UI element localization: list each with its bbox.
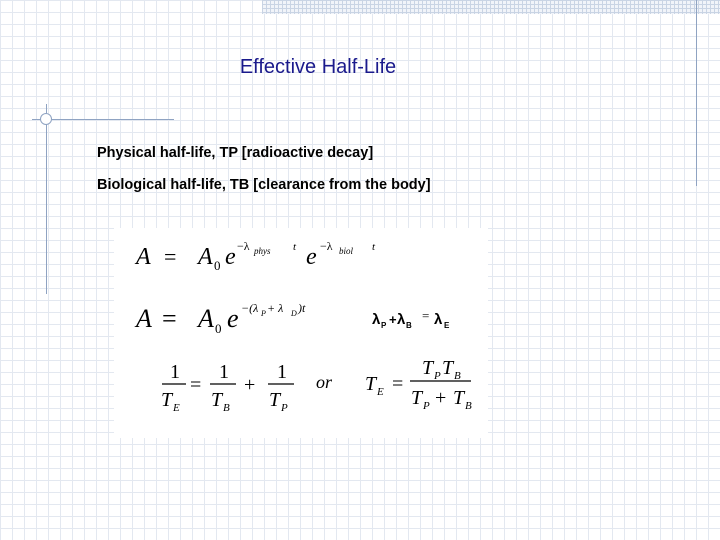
svg-text:A: A: [198, 304, 214, 333]
svg-text:+ λ: + λ: [267, 301, 284, 315]
svg-text:T: T: [269, 389, 281, 411]
svg-text:=: =: [422, 308, 430, 323]
svg-text:+: +: [430, 387, 452, 409]
equation-effective-half-life: [365, 357, 472, 412]
svg-text:−(λ: −(λ: [241, 301, 259, 315]
svg-text:e: e: [225, 244, 236, 270]
svg-text:1: 1: [219, 361, 229, 383]
svg-text:P: P: [281, 402, 288, 414]
lambda-relation: [372, 308, 450, 330]
left-decor-line: [46, 104, 47, 294]
svg-text:)t: )t: [298, 301, 306, 315]
svg-text:=: =: [392, 373, 404, 395]
svg-text:t: t: [372, 241, 376, 253]
svg-text:e: e: [306, 244, 317, 270]
svg-text:λ: λ: [397, 311, 406, 328]
svg-text:T: T: [422, 357, 434, 379]
svg-text:=: =: [164, 244, 177, 269]
equations-figure: [114, 228, 488, 438]
header-texture-band: [262, 0, 720, 14]
svg-text:T: T: [442, 357, 454, 379]
svg-text:−λ: −λ: [320, 239, 333, 253]
bullet-physical-half-life: Physical half-life, TP [radioactive decay]: [97, 145, 374, 161]
svg-text:T: T: [211, 389, 223, 411]
svg-text:A: A: [136, 304, 152, 333]
svg-text:λ: λ: [372, 311, 381, 328]
svg-text:B: B: [454, 370, 461, 382]
svg-text:0: 0: [215, 321, 222, 336]
svg-text:or: or: [316, 372, 333, 392]
right-decor-line: [696, 0, 697, 186]
svg-text:t: t: [293, 241, 297, 253]
svg-text:T: T: [453, 387, 465, 409]
svg-text:0: 0: [214, 258, 221, 273]
svg-text:A: A: [198, 244, 213, 270]
svg-text:D: D: [291, 309, 297, 318]
svg-text:T: T: [411, 387, 423, 409]
left-decor-hline: [32, 119, 174, 120]
bullet-biological-half-life: Biological half-life, TB [clearance from the body]: [97, 177, 431, 193]
svg-text:P: P: [381, 321, 387, 330]
svg-text:1: 1: [170, 361, 180, 383]
svg-text:B: B: [223, 402, 230, 414]
equation-combined-decay: [134, 301, 306, 336]
svg-text:phys: phys: [254, 246, 271, 256]
svg-text:B: B: [465, 400, 472, 412]
svg-text:P: P: [261, 309, 266, 318]
svg-text:biol: biol: [339, 246, 354, 256]
svg-text:−λ: −λ: [237, 239, 250, 253]
svg-text:E: E: [173, 402, 180, 414]
svg-text:P: P: [423, 400, 430, 412]
equation-reciprocal-sum: [161, 361, 333, 414]
svg-text:+: +: [244, 374, 256, 396]
equations-panel: [114, 228, 488, 438]
svg-text:=: =: [162, 304, 177, 333]
equation-separate-decay: [134, 239, 376, 273]
left-decor-circle: [40, 113, 52, 125]
svg-text:T: T: [161, 389, 173, 411]
svg-text:A: A: [136, 244, 151, 270]
svg-text:E: E: [377, 386, 384, 398]
svg-text:λ: λ: [434, 311, 443, 328]
svg-text:=: =: [190, 374, 202, 396]
slide-title: Effective Half-Life: [239, 56, 397, 78]
svg-text:E: E: [444, 321, 450, 330]
svg-text:e: e: [227, 304, 239, 333]
svg-text:P: P: [434, 370, 441, 382]
svg-text:B: B: [406, 321, 412, 330]
svg-text:+: +: [389, 312, 397, 327]
svg-text:T: T: [365, 373, 377, 395]
svg-text:1: 1: [277, 361, 287, 383]
